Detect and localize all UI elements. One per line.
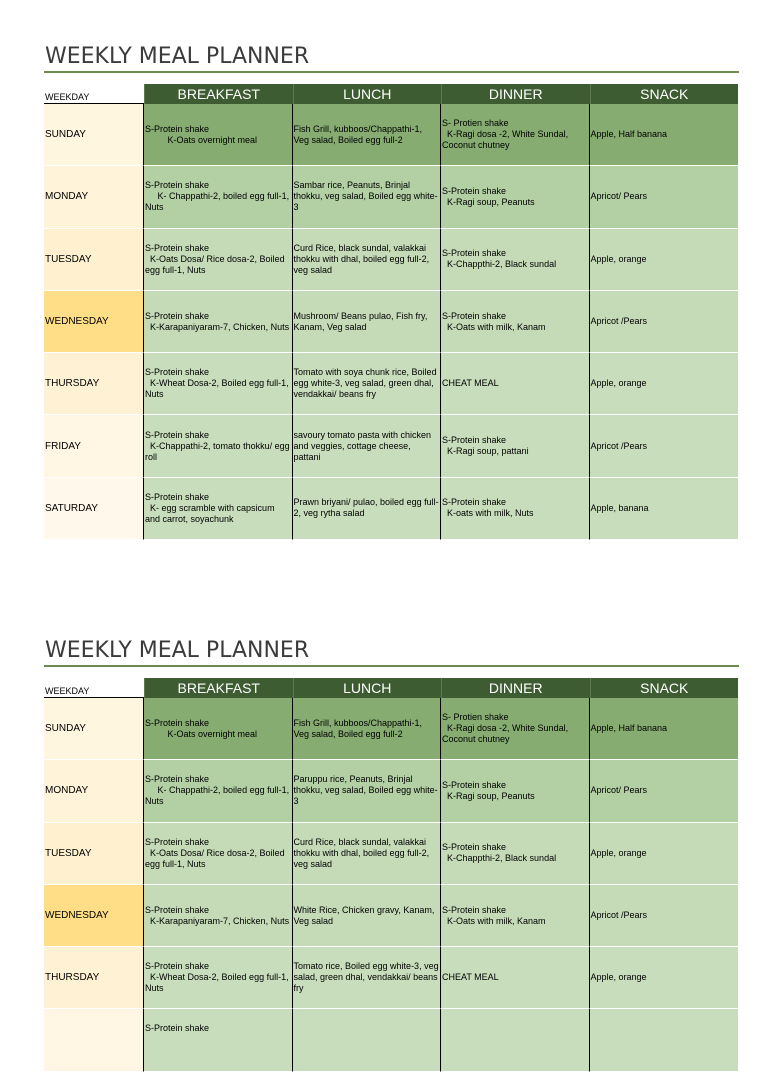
snack-cell: Apple, Half banana [590,698,739,760]
breakfast-header: BREAKFAST [144,84,293,104]
meal-planner-1 [44,44,739,540]
lunch-cell: White Rice, Chicken gravy, Kanam, Veg salad [293,885,442,947]
table-row [44,760,739,822]
table-row [44,104,739,166]
breakfast-cell: S-Protein shake K-Wheat Dosa-2, Boiled egg full-1, Nuts [144,947,293,1009]
table-header [44,678,739,698]
weekday-cell: SUNDAY [44,698,144,760]
snack-header: SNACK [590,678,739,698]
weekday-header: WEEKDAY [44,678,144,698]
weekday-cell: MONDAY [44,760,144,822]
snack-cell: Apple, orange [590,823,739,885]
dinner-cell: S-Protein shake K-Chappthi-2, Black sundal [441,229,590,291]
table-row [44,1009,739,1071]
dinner-cell: S-Protein shake K-Oats with milk, Kanam [441,885,590,947]
lunch-cell: Fish Grill, kubboos/Chappathi-1, Veg salad, Boiled egg full-2 [293,104,442,166]
weekday-cell: WEDNESDAY [44,291,144,353]
lunch-header: LUNCH [293,678,442,698]
lunch-cell: Tomato with soya chunk rice, Boiled egg white-3, veg salad, green dhal, vendakkai/ beans fry [293,353,442,415]
dinner-cell: S-Protein shake K-Ragi soup, Peanuts [441,166,590,228]
breakfast-cell: S-Protein shake [144,1009,293,1071]
snack-cell: Apple, banana [590,478,739,540]
table-row [44,947,739,1009]
snack-cell: Apricot /Pears [590,885,739,947]
lunch-cell: Curd Rice, black sundal, valakkai thokku with dhal, boiled egg full-2, veg salad [293,823,442,885]
table-row [44,415,739,477]
table-row [44,823,739,885]
dinner-header: DINNER [441,678,590,698]
lunch-cell: Sambar rice, Peanuts, Brinjal thokku, veg salad, Boiled egg white-3 [293,166,442,228]
breakfast-header: BREAKFAST [144,678,293,698]
dinner-cell: S-Protein shake K-Oats with milk, Kanam [441,291,590,353]
breakfast-cell: S-Protein shake K-Karapaniyaram-7, Chicken, Nuts [144,291,293,353]
snack-cell: Apple, orange [590,229,739,291]
table-row [44,291,739,353]
snack-cell: Apricot /Pears [590,415,739,477]
dinner-cell: S- Protien shake K-Ragi dosa -2, White Sundal, Coconut chutney [441,698,590,760]
lunch-cell: Mushroom/ Beans pulao, Fish fry, Kanam, Veg salad [293,291,442,353]
table-row [44,166,739,228]
breakfast-cell: S-Protein shake K-Wheat Dosa-2, Boiled egg full-1, Nuts [144,353,293,415]
breakfast-cell: S-Protein shake K- Chappathi-2, boiled egg full-1, Nuts [144,760,293,822]
dinner-cell: S-Protein shake K-Chappthi-2, Black sundal [441,823,590,885]
weekday-cell: THURSDAY [44,947,144,1009]
breakfast-cell: S-Protein shake K-Oats overnight meal [144,698,293,760]
lunch-header: LUNCH [293,84,442,104]
dinner-cell: S-Protein shake K-oats with milk, Nuts [441,478,590,540]
weekday-cell: TUESDAY [44,229,144,291]
weekday-cell: TUESDAY [44,823,144,885]
breakfast-cell: S-Protein shake K-Karapaniyaram-7, Chicken, Nuts [144,885,293,947]
snack-cell [590,1009,739,1071]
dinner-header: DINNER [441,84,590,104]
snack-cell: Apricot/ Pears [590,166,739,228]
snack-cell: Apricot/ Pears [590,760,739,822]
snack-cell: Apricot /Pears [590,291,739,353]
weekday-cell: FRIDAY [44,415,144,477]
snack-cell: Apple, orange [590,353,739,415]
dinner-cell: S- Protien shake K-Ragi dosa -2, White Sundal, Coconut chutney [441,104,590,166]
title-divider [44,665,739,667]
breakfast-cell: S-Protein shake K-Oats overnight meal [144,104,293,166]
dinner-cell: CHEAT MEAL [441,947,590,1009]
weekday-cell: MONDAY [44,166,144,228]
lunch-cell [293,1009,442,1071]
table-row [44,478,739,540]
lunch-cell: Paruppu rice, Peanuts, Brinjal thokku, veg salad, Boiled egg white-3 [293,760,442,822]
breakfast-cell: S-Protein shake K-Oats Dosa/ Rice dosa-2, Boiled egg full-1, Nuts [144,823,293,885]
dinner-cell: CHEAT MEAL [441,353,590,415]
weekday-cell [44,1009,144,1071]
breakfast-cell: S-Protein shake K-Chappathi-2, tomato thokku/ egg roll [144,415,293,477]
title-divider [44,71,739,73]
dinner-cell: S-Protein shake K-Ragi soup, Peanuts [441,760,590,822]
lunch-cell: Tomato rice, Boiled egg white-3, veg salad, green dhal, vendakkai/ beans fry [293,947,442,1009]
dinner-cell [441,1009,590,1071]
table-row [44,353,739,415]
breakfast-cell: S-Protein shake K- Chappathi-2, boiled egg full-1, Nuts [144,166,293,228]
weekday-cell: SATURDAY [44,478,144,540]
planner-title: WEEKLY MEAL PLANNER [45,638,310,663]
snack-cell: Apple, orange [590,947,739,1009]
weekday-cell: THURSDAY [44,353,144,415]
meal-planner-2 [44,638,739,1072]
dinner-cell: S-Protein shake K-Ragi soup, pattani [441,415,590,477]
lunch-cell: savoury tomato pasta with chicken and veggies, cottage cheese, pattani [293,415,442,477]
breakfast-cell: S-Protein shake K-Oats Dosa/ Rice dosa-2, Boiled egg full-1, Nuts [144,229,293,291]
snack-header: SNACK [590,84,739,104]
weekday-cell: SUNDAY [44,104,144,166]
table-header [44,84,739,104]
lunch-cell: Fish Grill, kubboos/Chappathi-1, Veg salad, Boiled egg full-2 [293,698,442,760]
table-row [44,885,739,947]
lunch-cell: Prawn briyani/ pulao, boiled egg full-2, veg rytha salad [293,478,442,540]
weekday-cell: WEDNESDAY [44,885,144,947]
snack-cell: Apple, Half banana [590,104,739,166]
breakfast-cell: S-Protein shake K- egg scramble with capsicum and carrot, soyachunk [144,478,293,540]
table-row [44,229,739,291]
weekday-header: WEEKDAY [44,84,144,104]
table-row [44,698,739,760]
lunch-cell: Curd Rice, black sundal, valakkai thokku with dhal, boiled egg full-2, veg salad [293,229,442,291]
planner-title: WEEKLY MEAL PLANNER [45,44,310,69]
